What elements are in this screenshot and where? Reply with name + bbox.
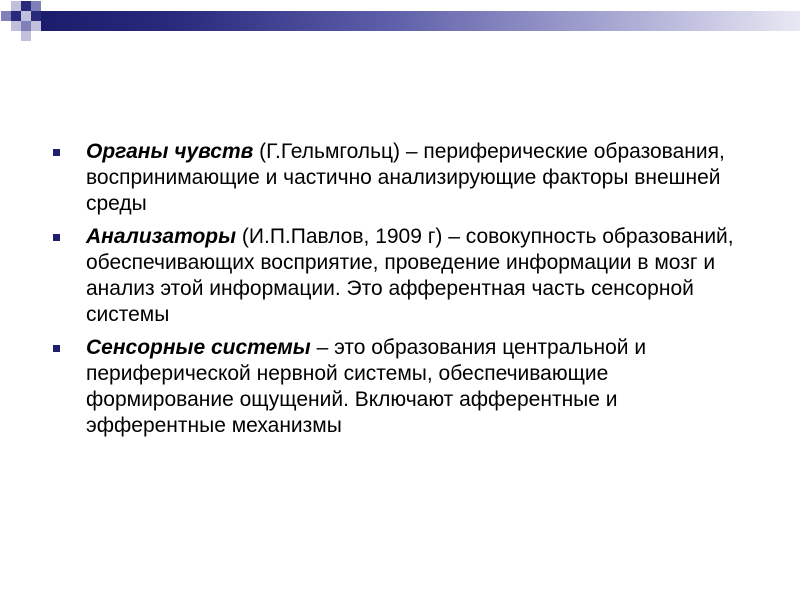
term-label: Анализаторы (86, 225, 237, 248)
square-bullet-icon (53, 149, 60, 156)
definition-text: (Г.Гельмгольц) – периферические образования, воспринимающие и частично анализирующие факторы внешней среды (86, 140, 725, 215)
decor-square (21, 21, 31, 31)
term-label: Органы чувств (86, 140, 254, 163)
definition-text: (И.П.Павлов, 1909 г) – совокупность образований, обеспечивающих восприятие, проведение информации в мозг и анализ этой информации. Это афферентная часть сенсорной системы (86, 225, 734, 326)
decor-square (21, 31, 31, 41)
square-bullet-icon (53, 234, 60, 241)
header-decoration (0, 0, 800, 44)
list-item (48, 224, 748, 328)
decor-square (21, 11, 31, 21)
decor-square (31, 1, 41, 11)
decor-square (11, 1, 21, 11)
decor-square (21, 1, 31, 11)
decor-square (31, 21, 41, 31)
decor-square (11, 11, 21, 21)
header-gradient-bar (40, 11, 800, 31)
definitions-list (48, 139, 748, 446)
term-label: Сенсорные системы (86, 336, 311, 359)
definition-text: – это образования центральной и периферической нервной системы, обеспечивающие формирование ощущений. Включают афферентные и эфферентные механизмы (86, 336, 647, 437)
square-bullet-icon (53, 345, 60, 352)
list-item (48, 139, 748, 217)
decor-square (11, 21, 21, 31)
decor-square (1, 11, 11, 21)
list-item (48, 335, 748, 439)
decor-square (31, 11, 41, 21)
